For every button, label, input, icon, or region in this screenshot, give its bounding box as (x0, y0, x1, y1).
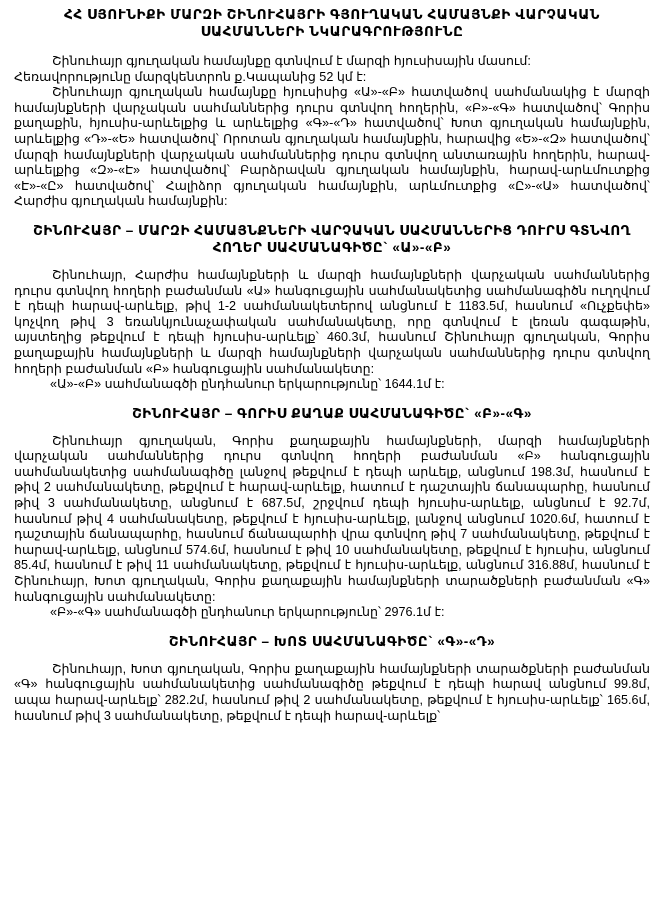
intro-body: Շինուհայր գյուղական համայնքը հյուսիսից «Ա»-«Բ» հատվածով սահմանակից է մարզի համայնքների վարչական սահմաններից դուրս գտնվող հողերին, «Բ»-«Գ» հատվածով՝ Գորիս քաղաքին, հյուսիս-արևելքից և արևելքից «Գ»-«Դ» հատվածով՝ Խոտ գյուղական համայնքին, արևելքից «Դ»-«Ե» հատվածով՝ Որոտան գյուղական համայնքին, հարավից «Ե»-«Զ» հատվածով՝ մարզի համայնքների վարչական սահմաններից դուրս գտնվող անտառային հողերին, հարավ-արևելքից «Զ»-«Է» հատվածով՝ Բարձրավան գյուղական համայնքին, հարավ-արևմուտքից «Է»-«Ը» հատվածով՝ Հալիձոր գյուղական համայնքին, արևմուտքից «Ը»-«Ա» հատվածով՝ Հարժիս գյուղական համայնքին: (14, 85, 650, 209)
section-total-a-b: «Ա»-«Բ» սահմանագծի ընդհանուր երկարությունը՝ 1644.1մ է: (50, 377, 445, 392)
section-body-b-g: Շինուհայր գյուղական, Գորիս քաղաքային համայնքների, մարզի համայնքների վարչական սահմաններից դուրս գտնվող հողերի բաժանման «Բ» հանգուցային սահմանակետից սահմանագիծը լանջով թեքվում է դեպի արևելք, անցնում 198.3մ, հասնում է թիվ 2 սահմանակետը, թեքվում է հարավ-արևելք, հատում է դաշտային ճանապարհը, հասնում թիվ 3 սահմանակետը, անցնում է 687.5մ, շրջվում դեպի հյուսիս-արևելք, անցնում է 92.7մ, հասնում թիվ 4 սահմանակետը, թեքվում է հյուսիս-արևելք, լանջով անցնում 1020.6մ, հատում է դաշտային ճանապարհը, հասնում ճանապարհի վրա գտնվող թիվ 7 սահմանակետը, թեքվում է հարավ-արևելք, անցնում 574.6մ, հասնում է թիվ 10 սահմանակետը, թեքվում է հյուսիս, անցնում 85.4մ, հասնում է թիվ 11 սահմանակետը, թեքվում է հյուսիս-արևելք, անցնում 316.88մ, հասնում է Շինուհայր, Խոտ գյուղական, Գորիս քաղաքային համայնքների տարածքների բաժանման «Գ» հանգուցային սահմանակետը: (14, 433, 650, 604)
section-heading-g-d: ՇԻՆՈՒՀԱՅՐ – ԽՈՏ ՍԱՀՄԱՆԱԳԻԾԸ` «Գ»-«Դ» (168, 633, 496, 649)
section-heading-b-g: ՇԻՆՈՒՀԱՅՐ – ԳՈՐԻՍ ՔԱՂԱՔ ՍԱՀՄԱՆԱԳԻԾԸ` «Բ»-«Գ» (132, 405, 532, 421)
section-total-b-g: «Բ»-«Գ» սահմանագծի ընդհանուր երկարությունը՝ 2976.1մ է: (50, 605, 445, 620)
title-line-1: ՀՀ ՍՅՈՒՆԻՔԻ ՄԱՐԶԻ ՇԻՆՈՒՀԱՅՐԻ ԳՅՈՒՂԱԿԱՆ ՀԱՄԱՅՆՔԻ ՎԱՐՉԱԿԱՆ (63, 7, 601, 22)
intro-distance: Հեռավորությունը մարզկենտրոն ք.Կապանից 52 կմ է: (14, 69, 367, 84)
section-heading-a-b: ՇԻՆՈՒՀԱՅՐ – ՄԱՐԶԻ ՀԱՄԱՅՆՔՆԵՐԻ ՎԱՐՉԱԿԱՆ ՍԱՀՄԱՆՆԵՐԻՑ ԴՈՒՐՍ ԳՏՆՎՈՂ ՀՈՂԵՐ ՍԱՀՄԱՆԱԳԻԾԸ` «Ա»-«Բ» (33, 222, 631, 255)
section-body-a-b: Շինուհայր, Հարժիս համայնքների և մարզի համայնքների վարչական սահմաններից դուրս գտնվող հողերի բաժանման «Ա» հանգուցային սահմանակետից սահմանագիծն ուղղվում է դեպի հարավ-արևելք, թիվ 1-2 սահմանակետերով անցնում է 1183.5մ, հասնում «Ուչքեփե» կոչվող թիվ 3 եռանկյունաչափական սահմանակետը, որը գտնվում է լեռան գագաթին, այստեղից թեքվում է դեպի հյուսիս-արևելք՝ 460.3մ, հասնում Շինուհայր գյուղական, Գորիս քաղաքային համայնքների և մարզի համայնքների վարչական սահմաններից դուրս գտնվող հողերի բաժանման «Բ» հանգուցային սահմանակետը: (14, 267, 650, 376)
intro-location: Շինուհայր գյուղական համայնքը գտնվում է մարզի հյուսիսային մասում: (52, 54, 531, 68)
document-title (14, 6, 650, 40)
title-line-2: ՍԱՀՄԱՆՆԵՐԻ ՆԿԱՐԱԳՐՈՒԹՅՈՒՆԸ (200, 24, 464, 39)
section-body-g-d: Շինուհայր, Խոտ գյուղական, Գորիս քաղաքային համայնքների տարածքների բաժանման «Գ» հանգուցային սահմանակետից սահմանագիծը թեքվում է դեպի հարավ անցնում 99.8մ, ապա հարավ-արևելք՝ 282.2մ, հասնում թիվ 2 սահմանակետը, թեքվում է հյուսիս-արևելք՝ 165.6մ, հասնում թիվ 3 սահմանակետը, թեքվում է դեպի հարավ-արևելք՝ (14, 661, 650, 723)
